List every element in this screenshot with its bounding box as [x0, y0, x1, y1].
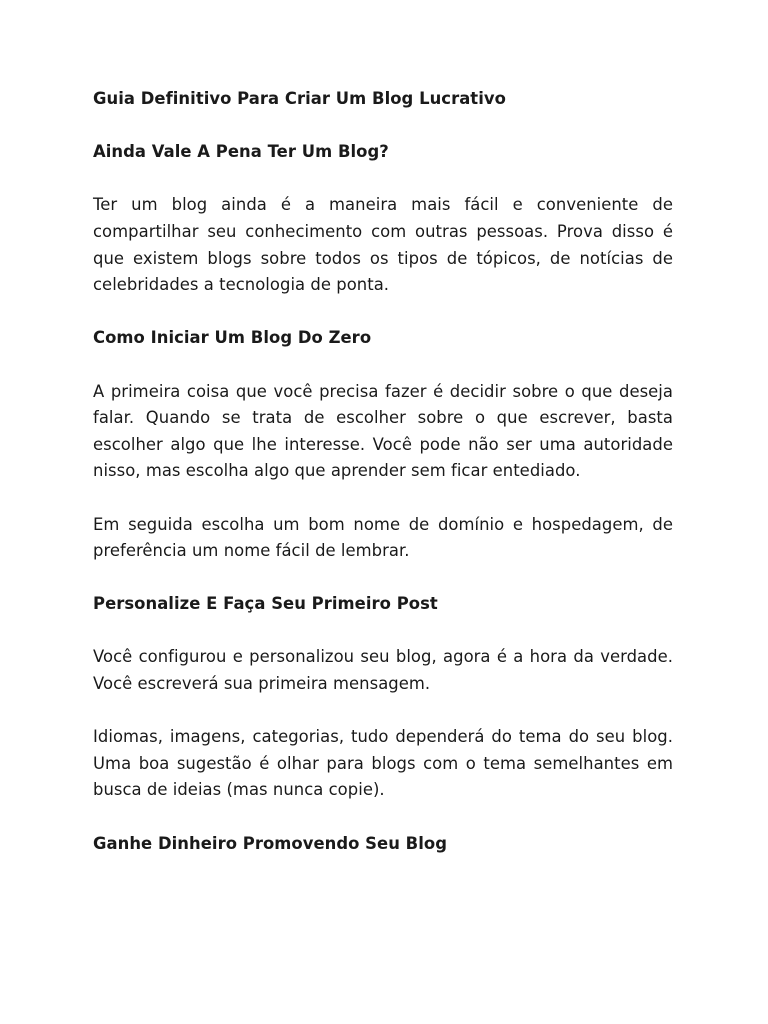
- paragraph-line: A primeira coisa que você precisa fazer é decidir sobre o que deseja: [93, 381, 673, 401]
- spacer: [93, 166, 673, 193]
- paragraph-line: falar. Quando se trata de escolher sobre o que escrever, basta: [93, 408, 673, 428]
- paragraph-line: escolher algo que lhe interesse. Você pode não ser uma autoridade: [93, 434, 673, 454]
- spacer: [93, 299, 673, 326]
- section-3-paragraph-2: [93, 724, 673, 804]
- document-title: Guia Definitivo Para Criar Um Blog Lucrativo: [93, 89, 506, 108]
- spacer: [93, 352, 673, 379]
- section-2-paragraph-2: [93, 512, 673, 565]
- section-3-paragraph-1: [93, 644, 673, 697]
- paragraph-line: nisso, mas escolha algo que aprender sem ficar entediado.: [93, 461, 581, 481]
- paragraph-line: Você configurou e personalizou seu blog, agora é a hora da verdade.: [93, 647, 673, 667]
- section-2-paragraph-1: [93, 379, 673, 485]
- document-page: [93, 86, 673, 857]
- section-heading-4: Ganhe Dinheiro Promovendo Seu Blog: [93, 833, 447, 853]
- paragraph-line: compartilhar seu conhecimento com outras pessoas. Prova disso é: [93, 221, 673, 241]
- paragraph-line: Idiomas, imagens, categorias, tudo dependerá do tema do seu blog.: [93, 727, 673, 747]
- section-1-paragraph-1: [93, 192, 673, 298]
- spacer: [93, 804, 673, 831]
- paragraph-line: celebridades a tecnologia de ponta.: [93, 275, 390, 295]
- paragraph-line: busca de ideias (mas nunca copie).: [93, 780, 385, 800]
- spacer: [93, 565, 673, 592]
- section-heading-1: Ainda Vale A Pena Ter Um Blog?: [93, 142, 389, 162]
- paragraph-line: preferência um nome fácil de lembrar.: [93, 541, 410, 561]
- spacer: [93, 618, 673, 645]
- paragraph-line: Ter um blog ainda é a maneira mais fácil e conveniente de: [93, 195, 673, 215]
- paragraph-line: que existem blogs sobre todos os tipos de tópicos, de notícias de: [93, 248, 673, 268]
- spacer: [93, 113, 673, 140]
- spacer: [93, 698, 673, 725]
- paragraph-line: Em seguida escolha um bom nome de domínio e hospedagem, de: [93, 514, 673, 534]
- paragraph-line: Você escreverá sua primeira mensagem.: [93, 674, 431, 694]
- section-heading-3: Personalize E Faça Seu Primeiro Post: [93, 594, 438, 614]
- section-heading-2: Como Iniciar Um Blog Do Zero: [93, 328, 372, 348]
- paragraph-line: Uma boa sugestão é olhar para blogs com o tema semelhantes em: [93, 753, 673, 773]
- spacer: [93, 485, 673, 512]
